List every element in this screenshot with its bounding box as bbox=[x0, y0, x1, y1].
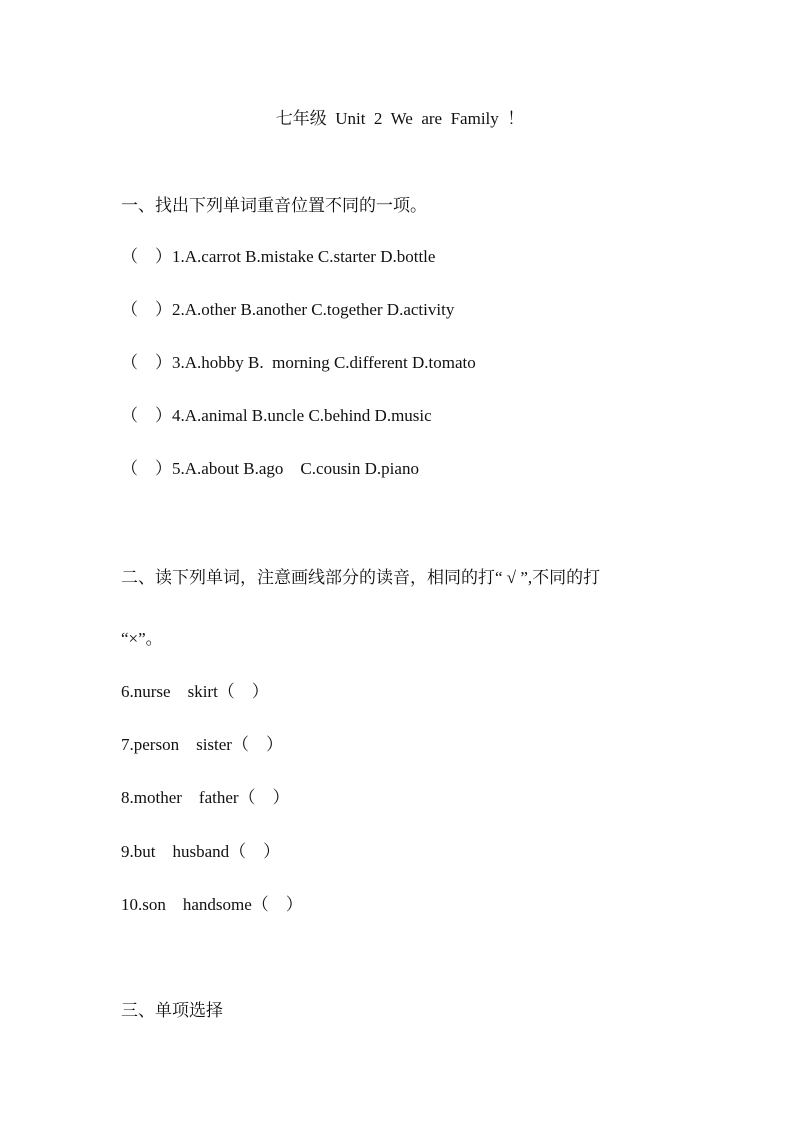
stress-question-3: （ ）3.A.hobby B. morning C.different D.tomato bbox=[121, 353, 476, 372]
stress-question-2: （ ）2.A.other B.another C.together D.activity bbox=[121, 300, 455, 319]
pronunciation-question-10: 10.son handsome（ ） bbox=[121, 895, 303, 914]
section2-heading: 二、读下列单词，注意画线部分的读音，相同的打“ √ ”,不同的打 bbox=[121, 568, 601, 587]
section3-heading: 三、单项选择 bbox=[121, 1001, 223, 1020]
stress-question-5: （ ）5.A.about B.ago C.cousin D.piano bbox=[121, 459, 419, 478]
section1-heading: 一、找出下列单词重音位置不同的一项。 bbox=[121, 196, 427, 215]
pronunciation-question-9: 9.but husband（ ） bbox=[121, 842, 281, 861]
stress-question-4: （ ）4.A.animal B.uncle C.behind D.music bbox=[121, 406, 432, 425]
document-title: 七年级 Unit 2 We are Family ！ bbox=[275, 109, 525, 128]
stress-question-1: （ ）1.A.carrot B.mistake C.starter D.bottle bbox=[121, 247, 436, 266]
pronunciation-question-8: 8.mother father（ ） bbox=[121, 788, 290, 807]
pronunciation-question-7: 7.person sister（ ） bbox=[121, 735, 283, 754]
pronunciation-question-6: 6.nurse skirt（ ） bbox=[121, 682, 269, 701]
section2-heading-continued: “×”。 bbox=[121, 629, 163, 648]
